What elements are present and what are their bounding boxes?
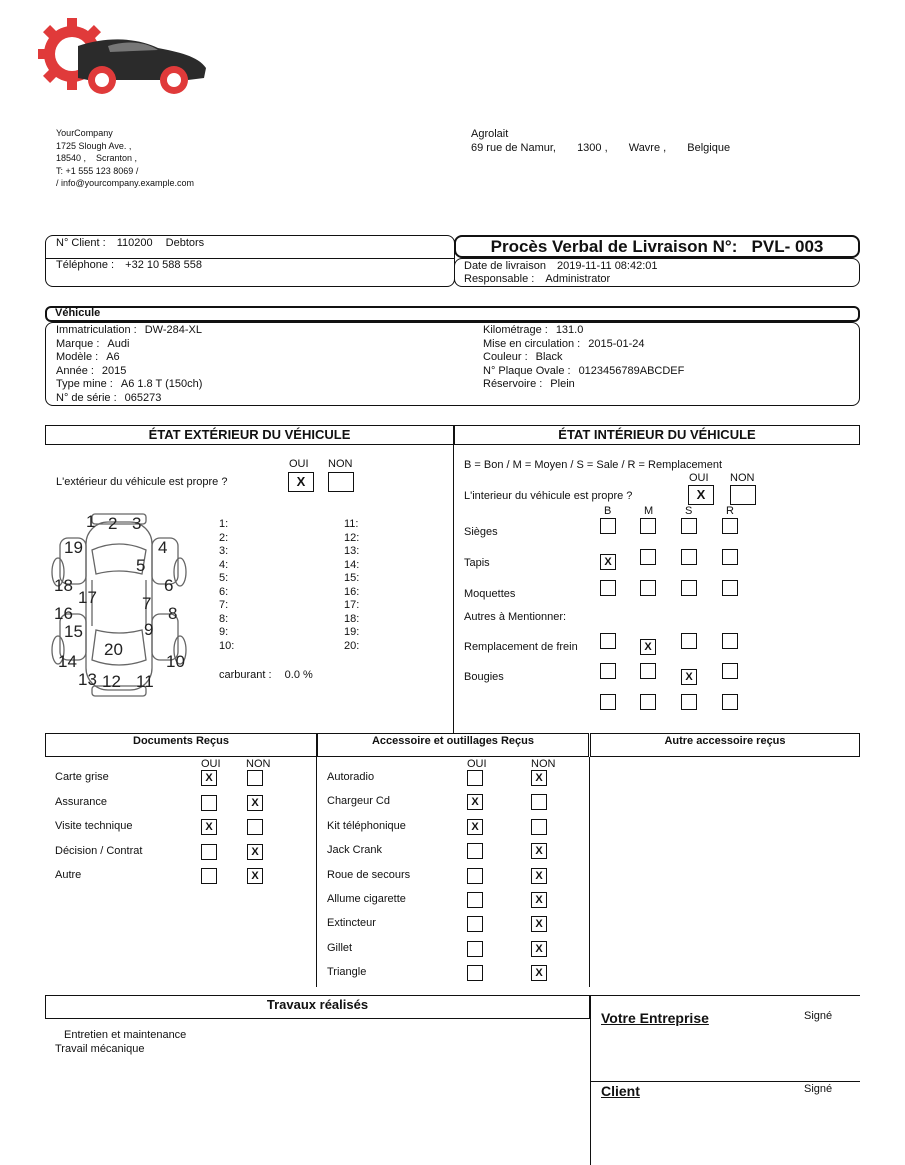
customer-city: Wavre , [628,141,667,154]
exterior-point-label: 4: [219,558,229,571]
accessory-oui-checkbox[interactable]: X [467,819,483,835]
exterior-point-label: 16: [344,585,360,598]
vehicle-field-row [56,392,202,406]
other-accessory-title: Autre accessoire reçus [664,735,786,747]
accessories-oui-label: OUI [467,758,487,770]
interior-oui-checkbox[interactable]: X [688,485,714,505]
interior-other-checkbox[interactable] [600,694,616,710]
interior-other-checkbox[interactable] [722,663,738,679]
exterior-point-label: 20: [344,639,360,652]
vehicle-field-value: 2015-01-24 [588,337,645,350]
vehicle-field-label: Type mine : [56,378,113,390]
interior-condition-checkbox[interactable] [681,518,697,534]
vehicle-field-label: Immatriculation : [56,324,137,336]
responsible-label: Responsable : [464,273,535,285]
vehicle-field-value: DW-284-XL [144,324,202,336]
interior-condition-checkbox[interactable] [640,518,656,534]
car-gear-logo-icon [38,16,210,98]
customer-zip: 1300 , [577,141,608,154]
diagram-point-number: 5 [136,556,146,575]
accessory-non-checkbox[interactable]: X [531,868,547,884]
interior-condition-checkbox[interactable] [600,580,616,596]
car-damage-diagram [48,510,190,698]
interior-other-row-label: Bougies [464,671,504,683]
vehicle-field-value: 0123456789ABCDEF [578,364,685,377]
interior-col-header: S [685,505,693,517]
accessory-oui-checkbox[interactable] [467,965,483,981]
delivery-date: 2019-11-11 08:42:01 [557,260,658,272]
fuel-value: 0.0 % [284,669,313,681]
company-signature-label: Votre Entreprise [601,1010,709,1026]
accessory-non-checkbox[interactable]: X [531,843,547,859]
accessory-oui-checkbox[interactable]: X [467,794,483,810]
vehicle-heading-box [45,306,860,322]
accessory-non-checkbox[interactable]: X [531,916,547,932]
document-non-checkbox[interactable]: X [247,844,263,860]
accessory-non-checkbox[interactable]: X [531,892,547,908]
accessory-row-label: Gillet [327,941,353,954]
interior-other-checkbox[interactable] [600,633,616,649]
interior-col-header: R [726,505,734,517]
exterior-point-label: 6: [219,585,229,598]
interior-oui-label: OUI [689,472,709,484]
accessory-row-label: Jack Crank [327,844,383,857]
document-oui-checkbox[interactable]: X [201,819,217,835]
exterior-point-label: 10: [219,639,235,652]
vehicle-field-label: Réservoire : [483,378,543,390]
interior-question: L'interieur du véhicule est propre ? [464,490,633,502]
documents-title: Documents Reçus [133,735,229,747]
diagram-point-number: 2 [108,514,118,533]
vehicle-field-row [56,324,202,338]
exterior-point-label: 9: [219,626,229,638]
exterior-question: L'extérieur du véhicule est propre ? [56,476,228,488]
diagram-point-number: 19 [64,538,83,557]
customer-address [471,128,730,155]
interior-condition-checkbox[interactable] [722,580,738,596]
client-phone-label: Téléphone : [56,259,115,271]
client-number: 110200 [116,237,153,249]
exterior-non-label: NON [328,458,353,470]
diagram-point-number: 12 [102,672,121,691]
diagram-point-number: 11 [136,672,154,691]
exterior-points-col1 [219,518,234,653]
interior-legend: B = Bon / M = Moyen / S = Sale / R = Remplacement [464,459,723,471]
interior-condition-checkbox[interactable] [681,580,697,596]
vehicle-field-row [483,351,684,365]
vehicle-field-value: Plein [550,378,575,390]
exterior-title: ÉTAT EXTÉRIEUR DU VÉHICULE [148,427,351,442]
interior-other-checkbox[interactable] [722,694,738,710]
vehicle-left-list [56,324,202,405]
interior-title: ÉTAT INTÉRIEUR DU VÉHICULE [558,427,756,442]
company-logo [38,16,210,98]
document-non-checkbox[interactable]: X [247,795,263,811]
vehicle-field-value: A6 [106,351,120,363]
accessory-row-label: Allume cigarette [327,893,406,905]
interior-row-label: Sièges [464,526,498,538]
interior-row-label: Moquettes [464,588,516,600]
diagram-point-number: 18 [54,576,73,595]
vehicle-field-label: Marque : [56,337,100,350]
interior-other-checkbox[interactable]: X [640,639,656,655]
documents-non-label: NON [246,758,271,770]
exterior-point-label: 7: [219,599,229,611]
exterior-point-label: 5: [219,572,229,584]
accessory-row-label: Roue de secours [327,868,411,881]
diagram-point-number: 3 [132,514,142,533]
vehicle-heading: Véhicule [55,307,101,319]
delivery-date-label: Date de livraison [464,260,546,272]
exterior-point-label: 2: [219,531,229,544]
interior-col-header: B [604,505,612,517]
document-non-checkbox[interactable] [247,819,263,835]
diagram-point-number: 8 [168,604,178,623]
exterior-point-label: 1: [219,518,229,530]
document-oui-checkbox[interactable]: X [201,770,217,786]
client-phone: +32 10 588 558 [125,259,202,271]
accessory-row-label: Chargeur Cd [327,795,390,808]
exterior-points-col2 [344,518,359,653]
vehicle-field-label: Kilométrage : [483,324,548,336]
vehicle-field-value: 131.0 [555,324,584,336]
vehicle-field-value: Black [535,351,563,363]
accessories-non-label: NON [531,758,556,770]
document-non-checkbox[interactable]: X [247,868,263,884]
vehicle-field-row [56,338,202,352]
exterior-point-label: 15: [344,572,360,584]
diagram-point-number: 10 [166,652,185,671]
vehicle-field-row [56,351,202,365]
works-title: Travaux réalisés [266,997,369,1012]
accessory-oui-checkbox[interactable] [467,941,483,957]
accessory-oui-checkbox[interactable] [467,770,483,786]
interior-other-checkbox[interactable] [640,694,656,710]
vehicle-field-row [483,365,684,379]
exterior-point-label: 17: [344,599,360,611]
interior-other-checkbox[interactable] [722,633,738,649]
company-signed-label: Signé [804,1010,833,1022]
company-phone: T: +1 555 123 8069 / [56,165,139,176]
diagram-point-number: 14 [58,652,77,671]
interior-other-label: Autres à Mentionner: [464,611,567,623]
company-name: YourCompany [56,128,113,138]
client-number-label: N° Client : [56,237,106,249]
vehicle-field-label: N° de série : [56,391,117,404]
diagram-point-number: 7 [142,594,152,613]
interior-condition-checkbox[interactable] [681,549,697,565]
accessory-non-checkbox[interactable]: X [531,965,547,981]
diagram-point-number: 1 [86,512,96,531]
exterior-point-label: 19: [344,626,360,638]
vehicle-right-list [483,324,684,392]
interior-condition-checkbox[interactable] [600,518,616,534]
diagram-point-number: 15 [64,622,83,641]
accessory-oui-checkbox[interactable] [467,843,483,859]
company-street: 1725 Slough Ave. , [56,140,132,151]
interior-other-checkbox[interactable] [681,633,697,649]
document-row-label: Autre [55,869,82,881]
document-oui-checkbox[interactable] [201,844,217,860]
accessory-row-label: Autoradio [327,771,375,783]
accessory-oui-checkbox[interactable] [467,868,483,884]
vehicle-field-row [483,324,684,338]
interior-other-checkbox[interactable] [681,694,697,710]
document-row-label: Visite technique [55,820,133,832]
diagram-point-number: 17 [78,588,97,607]
vehicle-field-value: 065273 [124,391,162,404]
accessory-oui-checkbox[interactable] [467,892,483,908]
accessory-oui-checkbox[interactable] [467,916,483,932]
document-row-label: Assurance [55,795,107,808]
vehicle-field-row [56,365,202,379]
exterior-point-label: 3: [219,545,229,557]
works-line2: Travail mécanique [55,1043,145,1055]
fuel-label: carburant : [219,669,272,681]
interior-non-checkbox[interactable] [730,485,756,505]
customer-name: Agrolait [471,128,509,140]
client-signature-label: Client [601,1083,640,1099]
interior-other-checkbox[interactable] [600,663,616,679]
diagram-point-number: 6 [164,576,174,595]
exterior-oui-checkbox[interactable]: X [288,472,314,492]
accessory-row-label: Kit téléphonique [327,819,406,832]
vehicle-field-row [56,378,202,392]
interior-condition-checkbox[interactable] [722,518,738,534]
company-email: / info@yourcompany.example.com [56,178,195,188]
exterior-non-checkbox[interactable] [328,472,354,492]
interior-condition-checkbox[interactable] [640,580,656,596]
company-address [56,127,194,190]
vehicle-field-label: Mise en circulation : [483,337,581,350]
customer-country: Belgique [687,141,731,154]
document-oui-checkbox[interactable] [201,868,217,884]
interior-condition-checkbox[interactable]: X [600,554,616,570]
interior-other-checkbox[interactable] [640,663,656,679]
exterior-point-label: 13: [344,545,360,557]
responsible-name: Administrator [545,273,611,285]
accessory-row-label: Triangle [327,966,367,979]
vehicle-field-row [483,378,684,392]
exterior-point-label: 8: [219,612,229,625]
interior-row-label: Tapis [464,557,490,569]
exterior-point-label: 12: [344,531,360,544]
exterior-point-label: 18: [344,612,360,625]
documents-oui-label: OUI [201,758,221,770]
document-row-label: Carte grise [55,771,109,783]
accessory-row-label: Extincteur [327,917,376,930]
accessory-non-checkbox[interactable] [531,794,547,810]
vehicle-field-label: Année : [56,364,94,377]
vehicle-field-label: Couleur : [483,351,528,363]
interior-condition-checkbox[interactable] [722,549,738,565]
vehicle-field-value: A6 1.8 T (150ch) [120,378,203,390]
client-account: Debtors [165,237,205,249]
document-oui-checkbox[interactable] [201,795,217,811]
accessory-non-checkbox[interactable]: X [531,770,547,786]
works-line1: Entretien et maintenance [64,1029,187,1041]
client-signed-label: Signé [804,1083,833,1095]
vehicle-field-label: Modèle : [56,351,99,363]
company-city: 18540 , Scranton , [56,153,138,163]
interior-col-header: M [644,505,654,517]
diagram-point-number: 4 [158,538,168,557]
accessory-non-checkbox[interactable]: X [531,941,547,957]
vehicle-field-label: N° Plaque Ovale : [483,364,571,377]
document-row-label: Décision / Contrat [55,844,143,857]
accessory-non-checkbox[interactable] [531,819,547,835]
vehicle-field-value: 2015 [101,364,127,377]
interior-condition-checkbox[interactable] [640,549,656,565]
accessories-title: Accessoire et outillages Reçus [371,735,534,747]
diagram-point-number: 16 [54,604,73,623]
vehicle-field-row [483,338,684,352]
document-non-checkbox[interactable] [247,770,263,786]
exterior-oui-label: OUI [289,458,309,470]
interior-non-label: NON [730,472,755,484]
diagram-point-number: 13 [78,670,97,689]
customer-street: 69 rue de Namur, [471,141,556,154]
diagram-point-number: 20 [104,640,123,659]
diagram-point-number: 9 [144,620,154,639]
exterior-point-label: 11: [344,518,359,530]
doc-title: Procès Verbal de Livraison N°: PVL- 003 [490,237,824,256]
interior-other-row-label: Remplacement de frein [464,641,578,653]
interior-other-checkbox[interactable]: X [681,669,697,685]
exterior-point-label: 14: [344,558,360,571]
vehicle-field-value: Audi [107,337,130,350]
